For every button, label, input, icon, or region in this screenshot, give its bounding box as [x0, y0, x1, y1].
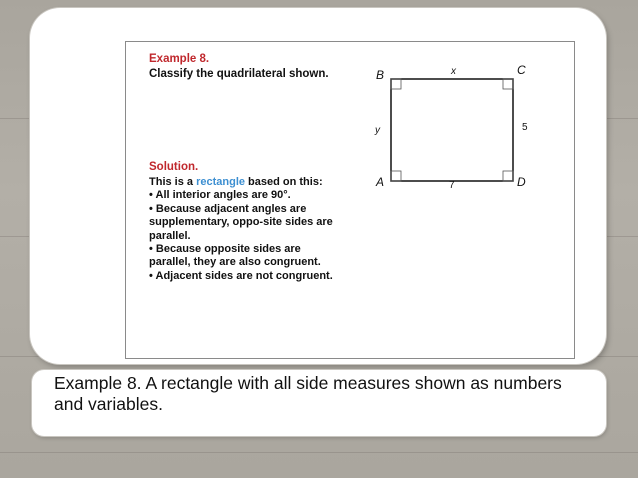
solution-intro-after: based on this: — [245, 176, 323, 188]
caption-text: Example 8. A rectangle with all side measures shown as numbers and variables. — [54, 373, 562, 414]
right-angle-marker-a — [391, 171, 401, 181]
vertex-label-d: D — [517, 175, 526, 189]
solution-keyword: rectangle — [196, 176, 245, 188]
solution-intro — [149, 176, 339, 189]
side-label-right: 5 — [522, 122, 528, 133]
vertex-label-b: B — [376, 68, 385, 82]
rectangle-shape — [391, 79, 513, 181]
side-label-left: y — [375, 125, 380, 136]
vertex-label-a: A — [376, 175, 385, 189]
side-label-bottom: 7 — [449, 180, 455, 191]
solution-bullet: • Adjacent sides are not congruent. — [149, 269, 333, 282]
rectangle-figure — [366, 60, 546, 210]
solution-title: Solution. — [149, 161, 199, 173]
example-question: Classify the quadrilateral shown. — [149, 68, 329, 80]
solution-bullet: • Because adjacent angles are supplementary, oppo-site sides are parallel. — [149, 202, 333, 242]
right-angle-marker-b — [391, 79, 401, 89]
example-panel — [125, 41, 575, 359]
slide-card — [30, 8, 606, 364]
wood-grain-line — [0, 452, 638, 453]
right-angle-marker-c — [503, 79, 513, 89]
caption-card — [32, 370, 606, 436]
solution-bullet: • All interior angles are 90°. — [149, 189, 291, 202]
example-title: Example 8. — [149, 53, 210, 65]
right-angle-marker-d — [503, 171, 513, 181]
solution-bullet: • Because opposite sides are parallel, they are also congruent. — [149, 243, 321, 269]
vertex-label-c: C — [517, 63, 526, 77]
solution-body — [149, 176, 339, 283]
solution-intro-before: This is a — [149, 176, 197, 188]
side-label-top: x — [451, 66, 456, 77]
